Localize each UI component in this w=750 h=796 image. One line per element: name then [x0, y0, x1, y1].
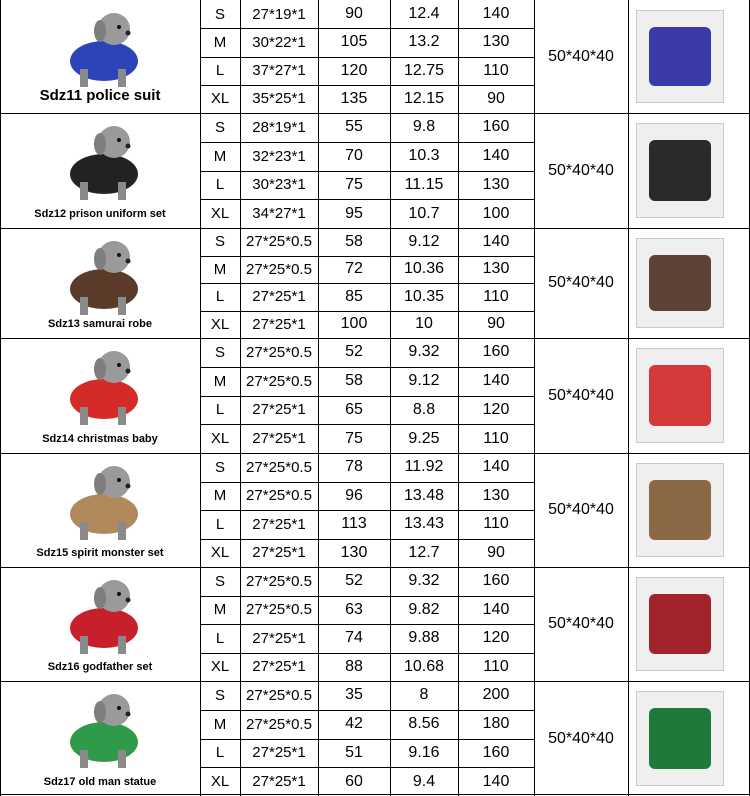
carton-size-cell: 50*40*40 — [548, 386, 614, 404]
length-cell: 9.16 — [408, 743, 440, 761]
package-contents — [649, 140, 711, 201]
carton-size-cell: 50*40*40 — [548, 274, 614, 291]
dimensions-cell: 27*25*0.5 — [246, 487, 312, 505]
size-cell: XL — [210, 90, 230, 108]
quantity-cell: 130 — [482, 175, 510, 193]
quantity-cell: 120 — [482, 629, 510, 647]
dog-nose — [126, 31, 131, 36]
carton-size-cell: 50*40*40 — [548, 729, 614, 747]
size-cell: XL — [210, 658, 230, 676]
row-divider — [200, 596, 534, 597]
size-cell: L — [215, 176, 225, 194]
dimensions-cell: 27*25*1 — [252, 288, 306, 306]
quantity-cell: 110 — [483, 287, 509, 305]
dimensions-cell: 27*25*0.5 — [246, 233, 312, 251]
dog-eye — [117, 138, 121, 142]
dog-eye — [117, 25, 121, 29]
size-cell: M — [213, 487, 227, 505]
size-cell: M — [213, 601, 227, 619]
quantity-cell: 130 — [482, 486, 510, 504]
weight-cell: 88 — [345, 657, 363, 675]
dog-leg — [80, 182, 88, 200]
row-divider — [200, 482, 534, 483]
dimensions-cell: 30*23*1 — [252, 176, 306, 194]
dog-leg — [80, 522, 88, 540]
quantity-cell: 90 — [487, 89, 505, 107]
dog-leg — [80, 636, 88, 654]
length-cell: 12.15 — [403, 89, 445, 107]
product-name: Sdz15 spirit monster set — [36, 547, 164, 559]
quantity-cell: 160 — [482, 572, 510, 590]
row-divider — [200, 739, 534, 740]
packaged-product-photo — [636, 238, 724, 328]
dog-leg — [118, 522, 126, 540]
package-contents — [649, 365, 711, 426]
row-divider — [200, 283, 534, 284]
row-divider — [200, 767, 534, 768]
weight-cell: 55 — [345, 118, 363, 136]
quantity-cell: 110 — [483, 61, 509, 79]
weight-cell: 95 — [345, 204, 363, 222]
block-divider — [0, 794, 750, 795]
quantity-cell: 130 — [482, 33, 510, 51]
product-name: Sdz14 christmas baby — [42, 433, 158, 445]
dog-eye — [117, 478, 121, 482]
quantity-cell: 100 — [482, 204, 510, 222]
dimensions-cell: 27*25*1 — [252, 773, 306, 791]
length-cell: 12.7 — [408, 543, 440, 561]
length-cell: 9.25 — [408, 429, 440, 447]
weight-cell: 58 — [345, 232, 363, 250]
dog-ear — [94, 20, 106, 42]
dimensions-cell: 32*23*1 — [252, 147, 306, 165]
dog-leg — [118, 407, 126, 425]
quantity-cell: 140 — [482, 772, 510, 790]
quantity-cell: 160 — [482, 743, 510, 761]
length-cell: 10.36 — [403, 260, 445, 278]
quantity-cell: 180 — [482, 715, 510, 733]
dog-leg — [118, 182, 126, 200]
carton-size-cell: 50*40*40 — [548, 161, 614, 179]
length-cell: 11.15 — [404, 175, 444, 193]
row-divider — [200, 653, 534, 654]
dog-eye — [117, 253, 121, 257]
dog-product-photo — [34, 116, 170, 204]
size-cell: L — [215, 515, 225, 533]
column-divider — [458, 0, 459, 796]
dimensions-cell: 27*25*1 — [252, 744, 306, 762]
dimensions-cell: 27*25*0.5 — [246, 260, 312, 278]
dog-leg — [80, 297, 88, 315]
size-cell: XL — [210, 544, 230, 562]
package-contents — [649, 708, 711, 769]
packaged-product-photo — [636, 691, 724, 786]
size-cell: XL — [210, 430, 230, 448]
dimensions-cell: 27*25*0.5 — [246, 372, 312, 390]
product-name: Sdz17 old man statue — [43, 776, 157, 788]
column-divider — [628, 0, 629, 796]
product-name: Sdz16 godfather set — [47, 661, 153, 673]
quantity-cell: 140 — [482, 5, 510, 23]
dimensions-cell: 37*27*1 — [252, 62, 306, 80]
weight-cell: 113 — [341, 515, 367, 533]
column-divider — [390, 0, 391, 796]
dog-product-photo — [34, 570, 170, 658]
row-divider — [200, 171, 534, 172]
size-cell: XL — [210, 205, 230, 223]
weight-cell: 42 — [345, 715, 363, 733]
dimensions-cell: 27*25*0.5 — [246, 572, 312, 590]
quantity-cell: 120 — [482, 400, 510, 418]
length-cell: 11.92 — [404, 458, 444, 476]
weight-cell: 51 — [345, 743, 363, 761]
dog-leg — [118, 69, 126, 87]
quantity-cell: 110 — [483, 657, 509, 675]
dog-ear — [94, 587, 106, 609]
weight-cell: 58 — [345, 372, 363, 390]
weight-cell: 105 — [340, 33, 368, 51]
dimensions-cell: 34*27*1 — [252, 205, 306, 223]
row-divider — [200, 256, 534, 257]
dimensions-cell: 27*25*0.5 — [246, 601, 312, 619]
weight-cell: 130 — [340, 543, 368, 561]
size-cell: L — [215, 288, 225, 306]
dimensions-cell: 27*25*1 — [252, 544, 306, 562]
row-divider — [200, 510, 534, 511]
size-cell: S — [214, 686, 225, 704]
length-cell: 9.88 — [408, 629, 440, 647]
length-cell: 9.4 — [412, 772, 436, 790]
column-divider — [534, 0, 535, 796]
packaged-product-photo — [636, 577, 724, 671]
row-divider — [200, 367, 534, 368]
length-cell: 9.82 — [408, 600, 440, 618]
dog-nose — [126, 259, 131, 264]
length-cell: 12.75 — [403, 61, 445, 79]
dimensions-cell: 27*25*0.5 — [246, 715, 312, 733]
quantity-cell: 90 — [487, 315, 505, 333]
row-divider — [200, 710, 534, 711]
dimensions-cell: 27*25*1 — [252, 629, 306, 647]
length-cell: 8.8 — [412, 400, 436, 418]
size-cell: M — [213, 33, 227, 51]
quantity-cell: 140 — [482, 372, 510, 390]
product-name: Sdz12 prison uniform set — [34, 208, 166, 220]
size-cell: M — [213, 260, 227, 278]
weight-cell: 74 — [345, 629, 363, 647]
weight-cell: 70 — [345, 147, 363, 165]
length-cell: 10.35 — [403, 287, 445, 305]
size-cell: L — [215, 62, 225, 80]
size-cell: S — [214, 343, 225, 361]
size-cell: S — [214, 458, 225, 476]
weight-cell: 85 — [345, 287, 363, 305]
dimensions-cell: 27*25*1 — [252, 515, 306, 533]
weight-cell: 63 — [345, 600, 363, 618]
package-contents — [649, 27, 711, 86]
dog-nose — [126, 598, 131, 603]
dog-nose — [126, 484, 131, 489]
weight-cell: 120 — [340, 61, 368, 79]
quantity-cell: 90 — [487, 543, 505, 561]
dog-eye — [117, 592, 121, 596]
length-cell: 8 — [419, 686, 429, 704]
carton-size-cell: 50*40*40 — [548, 47, 614, 65]
quantity-cell: 130 — [482, 260, 510, 278]
length-cell: 12.4 — [408, 5, 440, 23]
dimensions-cell: 30*22*1 — [252, 33, 306, 51]
dimensions-cell: 27*25*1 — [252, 430, 306, 448]
size-cell: XL — [210, 773, 230, 791]
dimensions-cell: 27*19*1 — [252, 5, 306, 23]
size-cell: S — [214, 233, 225, 251]
quantity-cell: 110 — [483, 429, 509, 447]
weight-cell: 96 — [345, 486, 363, 504]
weight-cell: 35 — [345, 686, 363, 704]
quantity-cell: 160 — [482, 343, 510, 361]
carton-size-cell: 50*40*40 — [548, 615, 614, 632]
dog-leg — [118, 636, 126, 654]
quantity-cell: 200 — [482, 686, 510, 704]
dog-product-photo — [34, 684, 170, 772]
row-divider — [200, 57, 534, 58]
size-cell: S — [214, 5, 225, 23]
dimensions-cell: 28*19*1 — [252, 118, 306, 136]
dog-ear — [94, 133, 106, 155]
length-cell: 9.12 — [408, 372, 440, 390]
length-cell: 13.2 — [408, 33, 440, 51]
row-divider — [200, 199, 534, 200]
size-cell: XL — [210, 315, 230, 333]
dimensions-cell: 35*25*1 — [252, 90, 306, 108]
row-divider — [200, 85, 534, 86]
row-divider — [200, 142, 534, 143]
length-cell: 10.3 — [408, 147, 440, 165]
length-cell: 13.43 — [403, 515, 445, 533]
weight-cell: 60 — [345, 772, 363, 790]
length-cell: 10.68 — [403, 657, 445, 675]
row-divider — [200, 28, 534, 29]
length-cell: 13.48 — [403, 486, 445, 504]
dog-leg — [80, 750, 88, 768]
column-divider — [0, 0, 1, 796]
weight-cell: 78 — [345, 458, 363, 476]
package-contents — [649, 480, 711, 540]
size-cell: M — [213, 147, 227, 165]
quantity-cell: 110 — [483, 515, 509, 533]
dimensions-cell: 27*25*1 — [252, 658, 306, 676]
dog-leg — [80, 407, 88, 425]
size-cell: S — [214, 118, 225, 136]
dog-nose — [126, 712, 131, 717]
weight-cell: 75 — [345, 175, 363, 193]
dimensions-cell: 27*25*0.5 — [246, 686, 312, 704]
weight-cell: 100 — [340, 315, 368, 333]
row-divider — [200, 396, 534, 397]
dog-product-photo — [34, 456, 170, 544]
package-contents — [649, 594, 711, 654]
row-divider — [200, 624, 534, 625]
dog-ear — [94, 473, 106, 495]
product-name: Sdz13 samurai robe — [48, 318, 152, 330]
quantity-cell: 140 — [482, 147, 510, 165]
size-cell: S — [214, 572, 225, 590]
dog-nose — [126, 144, 131, 149]
size-cell: L — [215, 744, 225, 762]
weight-cell: 52 — [345, 343, 363, 361]
product-name: Sdz11 police suit — [39, 87, 161, 104]
packaged-product-photo — [636, 348, 724, 443]
column-divider — [240, 0, 241, 796]
packaged-product-photo — [636, 463, 724, 557]
column-divider — [318, 0, 319, 796]
weight-cell: 52 — [345, 572, 363, 590]
dimensions-cell: 27*25*0.5 — [246, 343, 312, 361]
size-cell: M — [213, 715, 227, 733]
size-cell: L — [215, 629, 225, 647]
weight-cell: 90 — [345, 5, 363, 23]
row-divider — [200, 424, 534, 425]
length-cell: 10 — [415, 315, 433, 333]
dog-eye — [117, 363, 121, 367]
dog-ear — [94, 358, 106, 380]
carton-size-cell: 50*40*40 — [548, 501, 614, 518]
quantity-cell: 140 — [482, 458, 510, 476]
row-divider — [200, 539, 534, 540]
length-cell: 9.32 — [408, 572, 440, 590]
dimensions-cell: 27*25*1 — [252, 401, 306, 419]
weight-cell: 72 — [345, 260, 363, 278]
dog-product-photo — [34, 341, 170, 429]
quantity-cell: 160 — [482, 118, 510, 136]
column-divider — [200, 0, 201, 796]
dog-leg — [118, 297, 126, 315]
package-contents — [649, 255, 711, 311]
dog-nose — [126, 369, 131, 374]
size-cell: M — [213, 372, 227, 390]
length-cell: 9.12 — [408, 232, 440, 250]
packaged-product-photo — [636, 10, 724, 103]
dimensions-cell: 27*25*1 — [252, 315, 306, 333]
row-divider — [200, 311, 534, 312]
length-cell: 10.7 — [408, 204, 440, 222]
quantity-cell: 140 — [482, 600, 510, 618]
length-cell: 8.56 — [408, 715, 440, 733]
dog-leg — [118, 750, 126, 768]
dog-product-photo — [34, 231, 170, 319]
weight-cell: 65 — [345, 400, 363, 418]
quantity-cell: 140 — [482, 232, 510, 250]
dog-product-photo — [34, 3, 170, 91]
dog-ear — [94, 248, 106, 270]
dog-ear — [94, 701, 106, 723]
weight-cell: 75 — [345, 429, 363, 447]
weight-cell: 135 — [340, 89, 368, 107]
length-cell: 9.8 — [412, 118, 436, 136]
size-cell: L — [215, 401, 225, 419]
dog-leg — [80, 69, 88, 87]
packaged-product-photo — [636, 123, 724, 218]
dimensions-cell: 27*25*0.5 — [246, 458, 312, 476]
length-cell: 9.32 — [408, 343, 440, 361]
dog-eye — [117, 706, 121, 710]
